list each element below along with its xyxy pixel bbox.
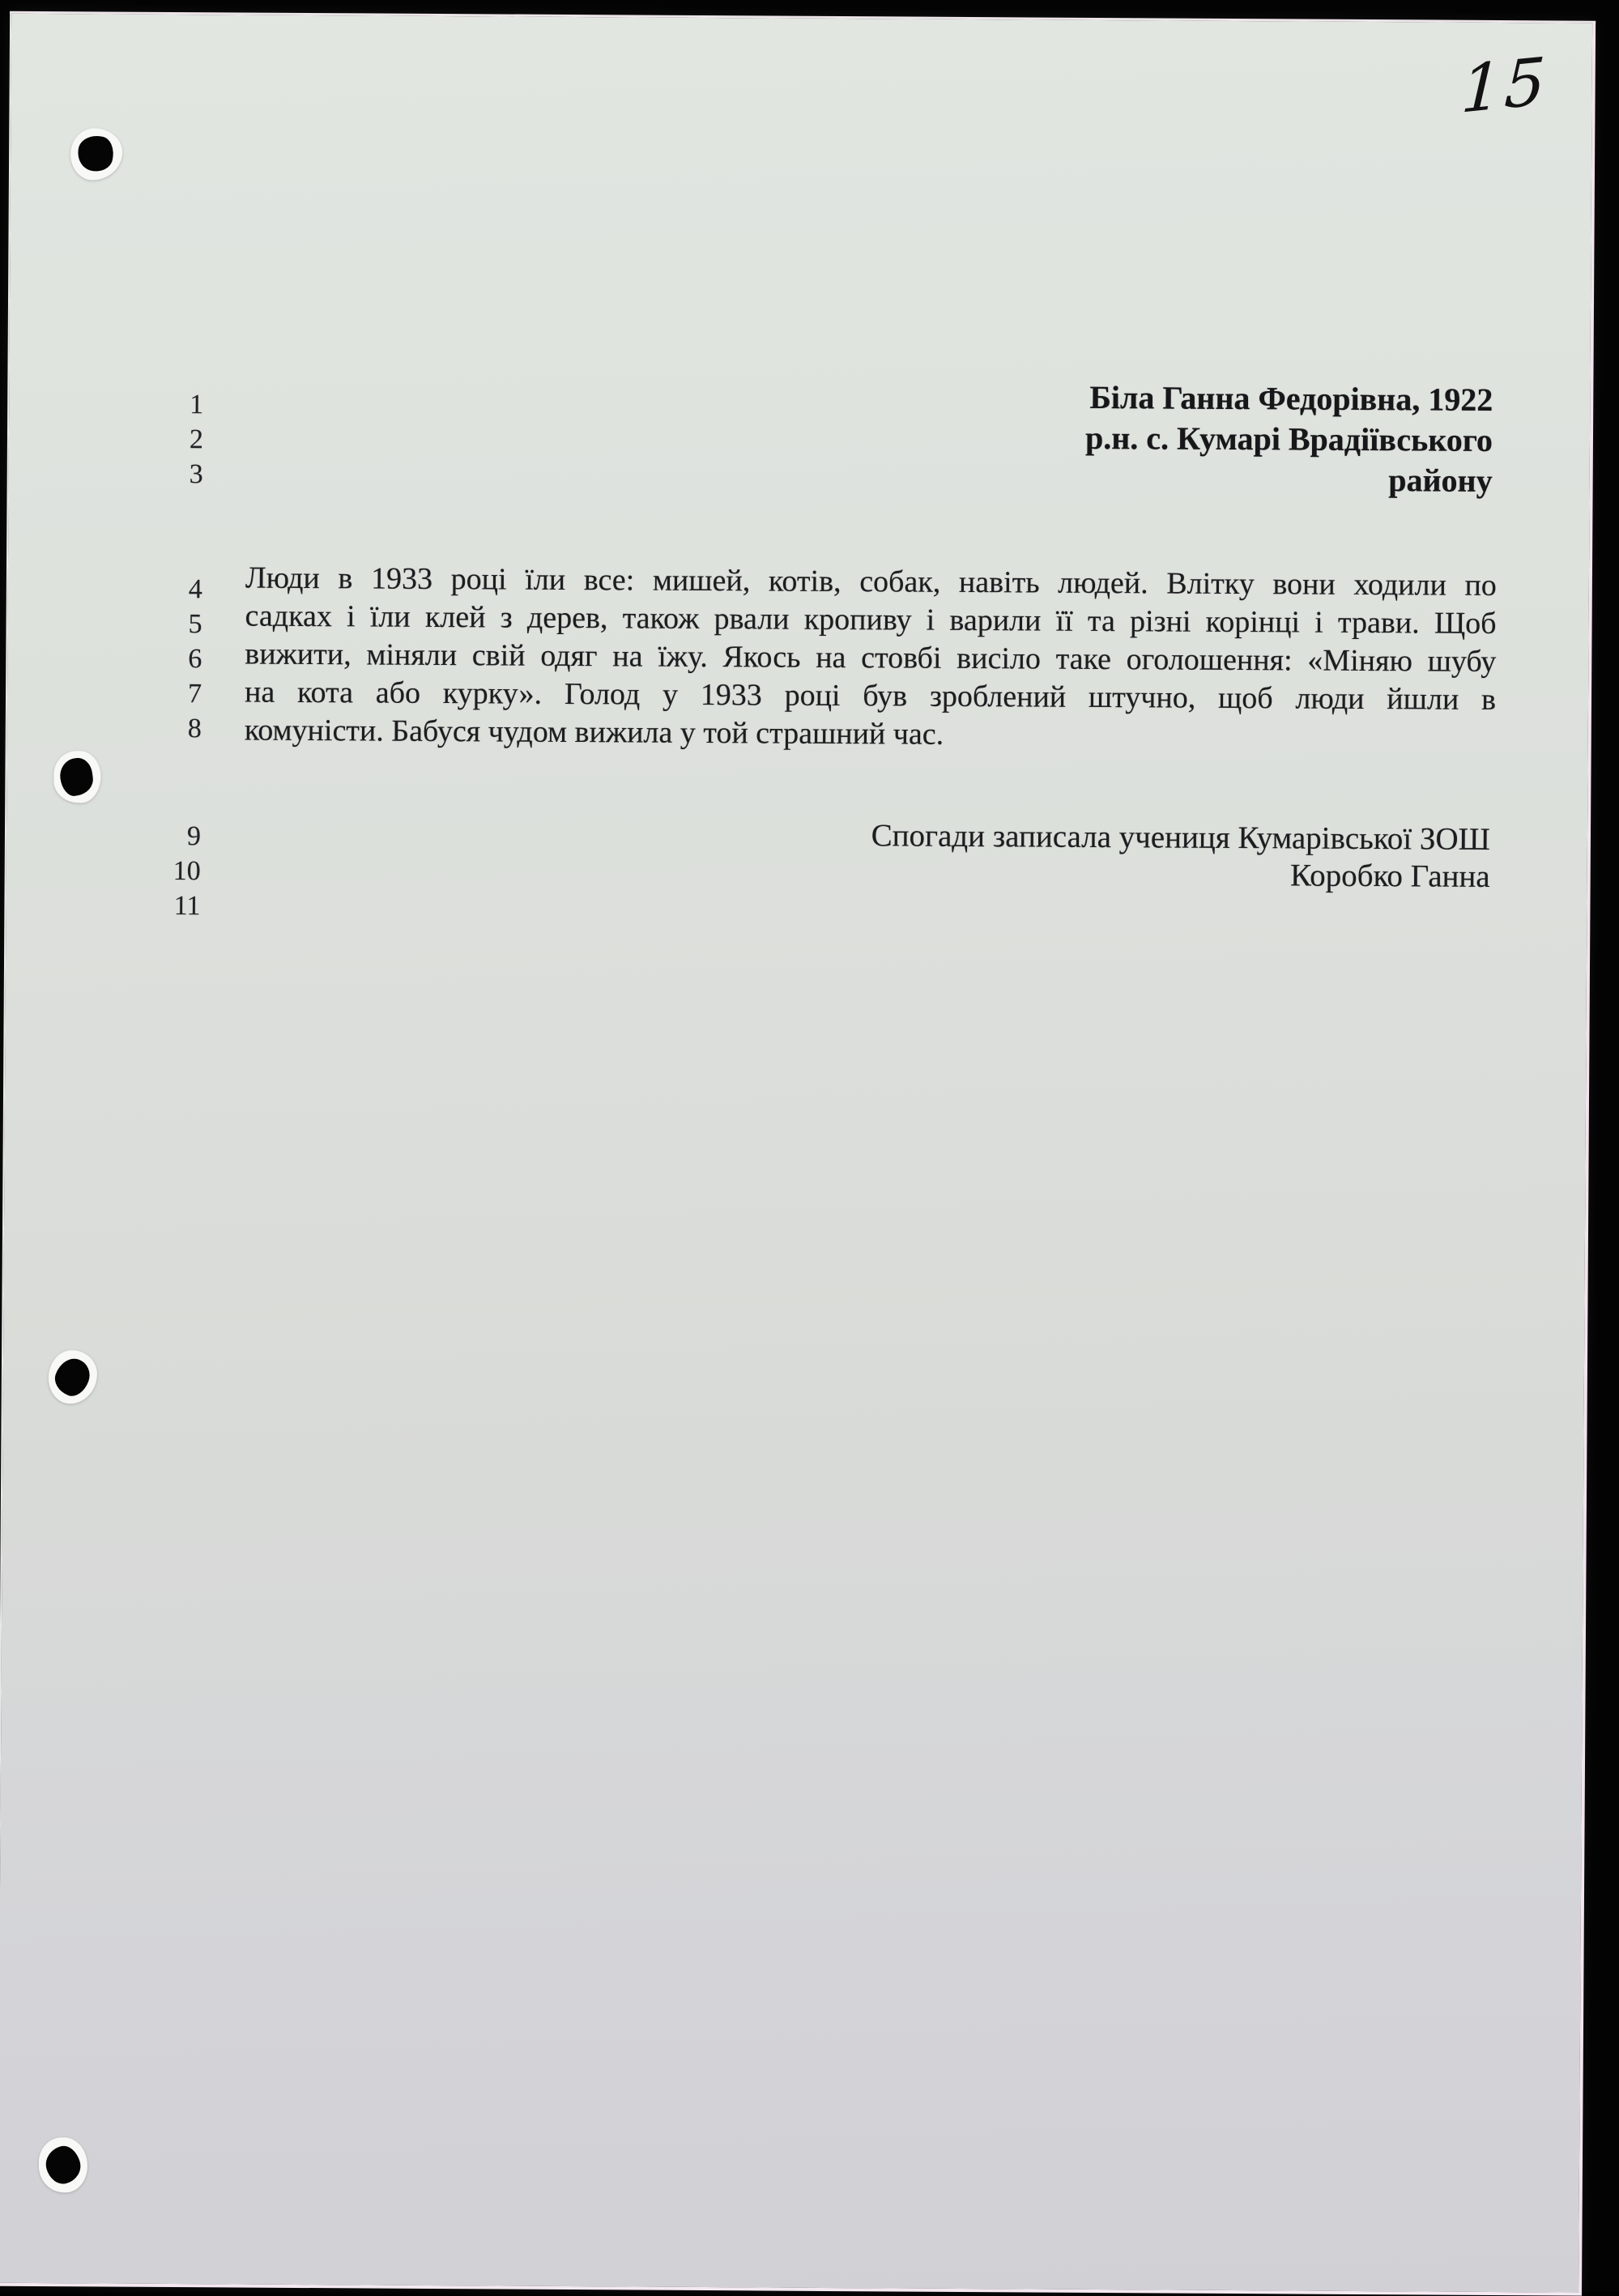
punch-hole-opening bbox=[50, 1354, 94, 1400]
testimony-header bbox=[1085, 377, 1493, 501]
handwritten-page-number: 15 bbox=[1459, 43, 1550, 128]
punch-hole bbox=[39, 2137, 87, 2192]
paragraph-line: садках і їли клей з дерев, також рвали кропиву і варили її та різні корінці і трави. Щоб bbox=[245, 598, 1497, 641]
line-number: 1 bbox=[190, 390, 204, 420]
line-number: 5 bbox=[188, 609, 202, 640]
document-page bbox=[0, 11, 1596, 2296]
recorder-signature bbox=[871, 817, 1490, 896]
line-number-column-middle bbox=[129, 572, 202, 747]
paragraph-line: комуністи. Бабуся чудом вижила у той страшний час. bbox=[244, 713, 944, 752]
line-number-column-top bbox=[130, 387, 204, 492]
testimony-paragraph bbox=[245, 560, 1497, 757]
line-number-column-bottom bbox=[127, 819, 201, 924]
header-line: району bbox=[1388, 462, 1493, 499]
paragraph-line: на кота або курку». Голод у 1933 році був зроблений штучно, щоб люди йшли в bbox=[244, 675, 1497, 717]
punch-hole-opening bbox=[42, 2143, 84, 2187]
header-line: р.н. с. Кумарі Врадіївського bbox=[1084, 419, 1493, 458]
line-number: 6 bbox=[188, 644, 202, 675]
line-number: 4 bbox=[188, 574, 202, 605]
punch-hole bbox=[49, 1350, 97, 1404]
line-number: 2 bbox=[189, 424, 204, 455]
punch-hole bbox=[70, 128, 122, 180]
signature-line: Коробко Ганна bbox=[1289, 858, 1490, 894]
paragraph-line: Люди в 1933 році їли все: мишей, котів, собак, навіть людей. Влітку вони ходили по bbox=[245, 560, 1498, 603]
punch-hole-opening bbox=[58, 756, 96, 798]
punch-hole-opening bbox=[75, 132, 117, 174]
line-number: 8 bbox=[187, 714, 202, 744]
punch-hole bbox=[53, 751, 100, 803]
line-number: 3 bbox=[189, 459, 203, 490]
line-number: 7 bbox=[187, 679, 202, 709]
line-number: 9 bbox=[186, 821, 202, 852]
paragraph-line: вижити, міняли свій одяг на їжу. Якось на стовбі висіло таке оголошення: «Міняю шубу bbox=[245, 637, 1497, 679]
header-line: Біла Ганна Федорівна, 1922 bbox=[1089, 378, 1493, 418]
line-number: 10 bbox=[173, 856, 201, 887]
signature-line: Спогади записала учениця Кумарівської ЗОШ bbox=[871, 818, 1491, 857]
line-number: 11 bbox=[173, 891, 201, 922]
